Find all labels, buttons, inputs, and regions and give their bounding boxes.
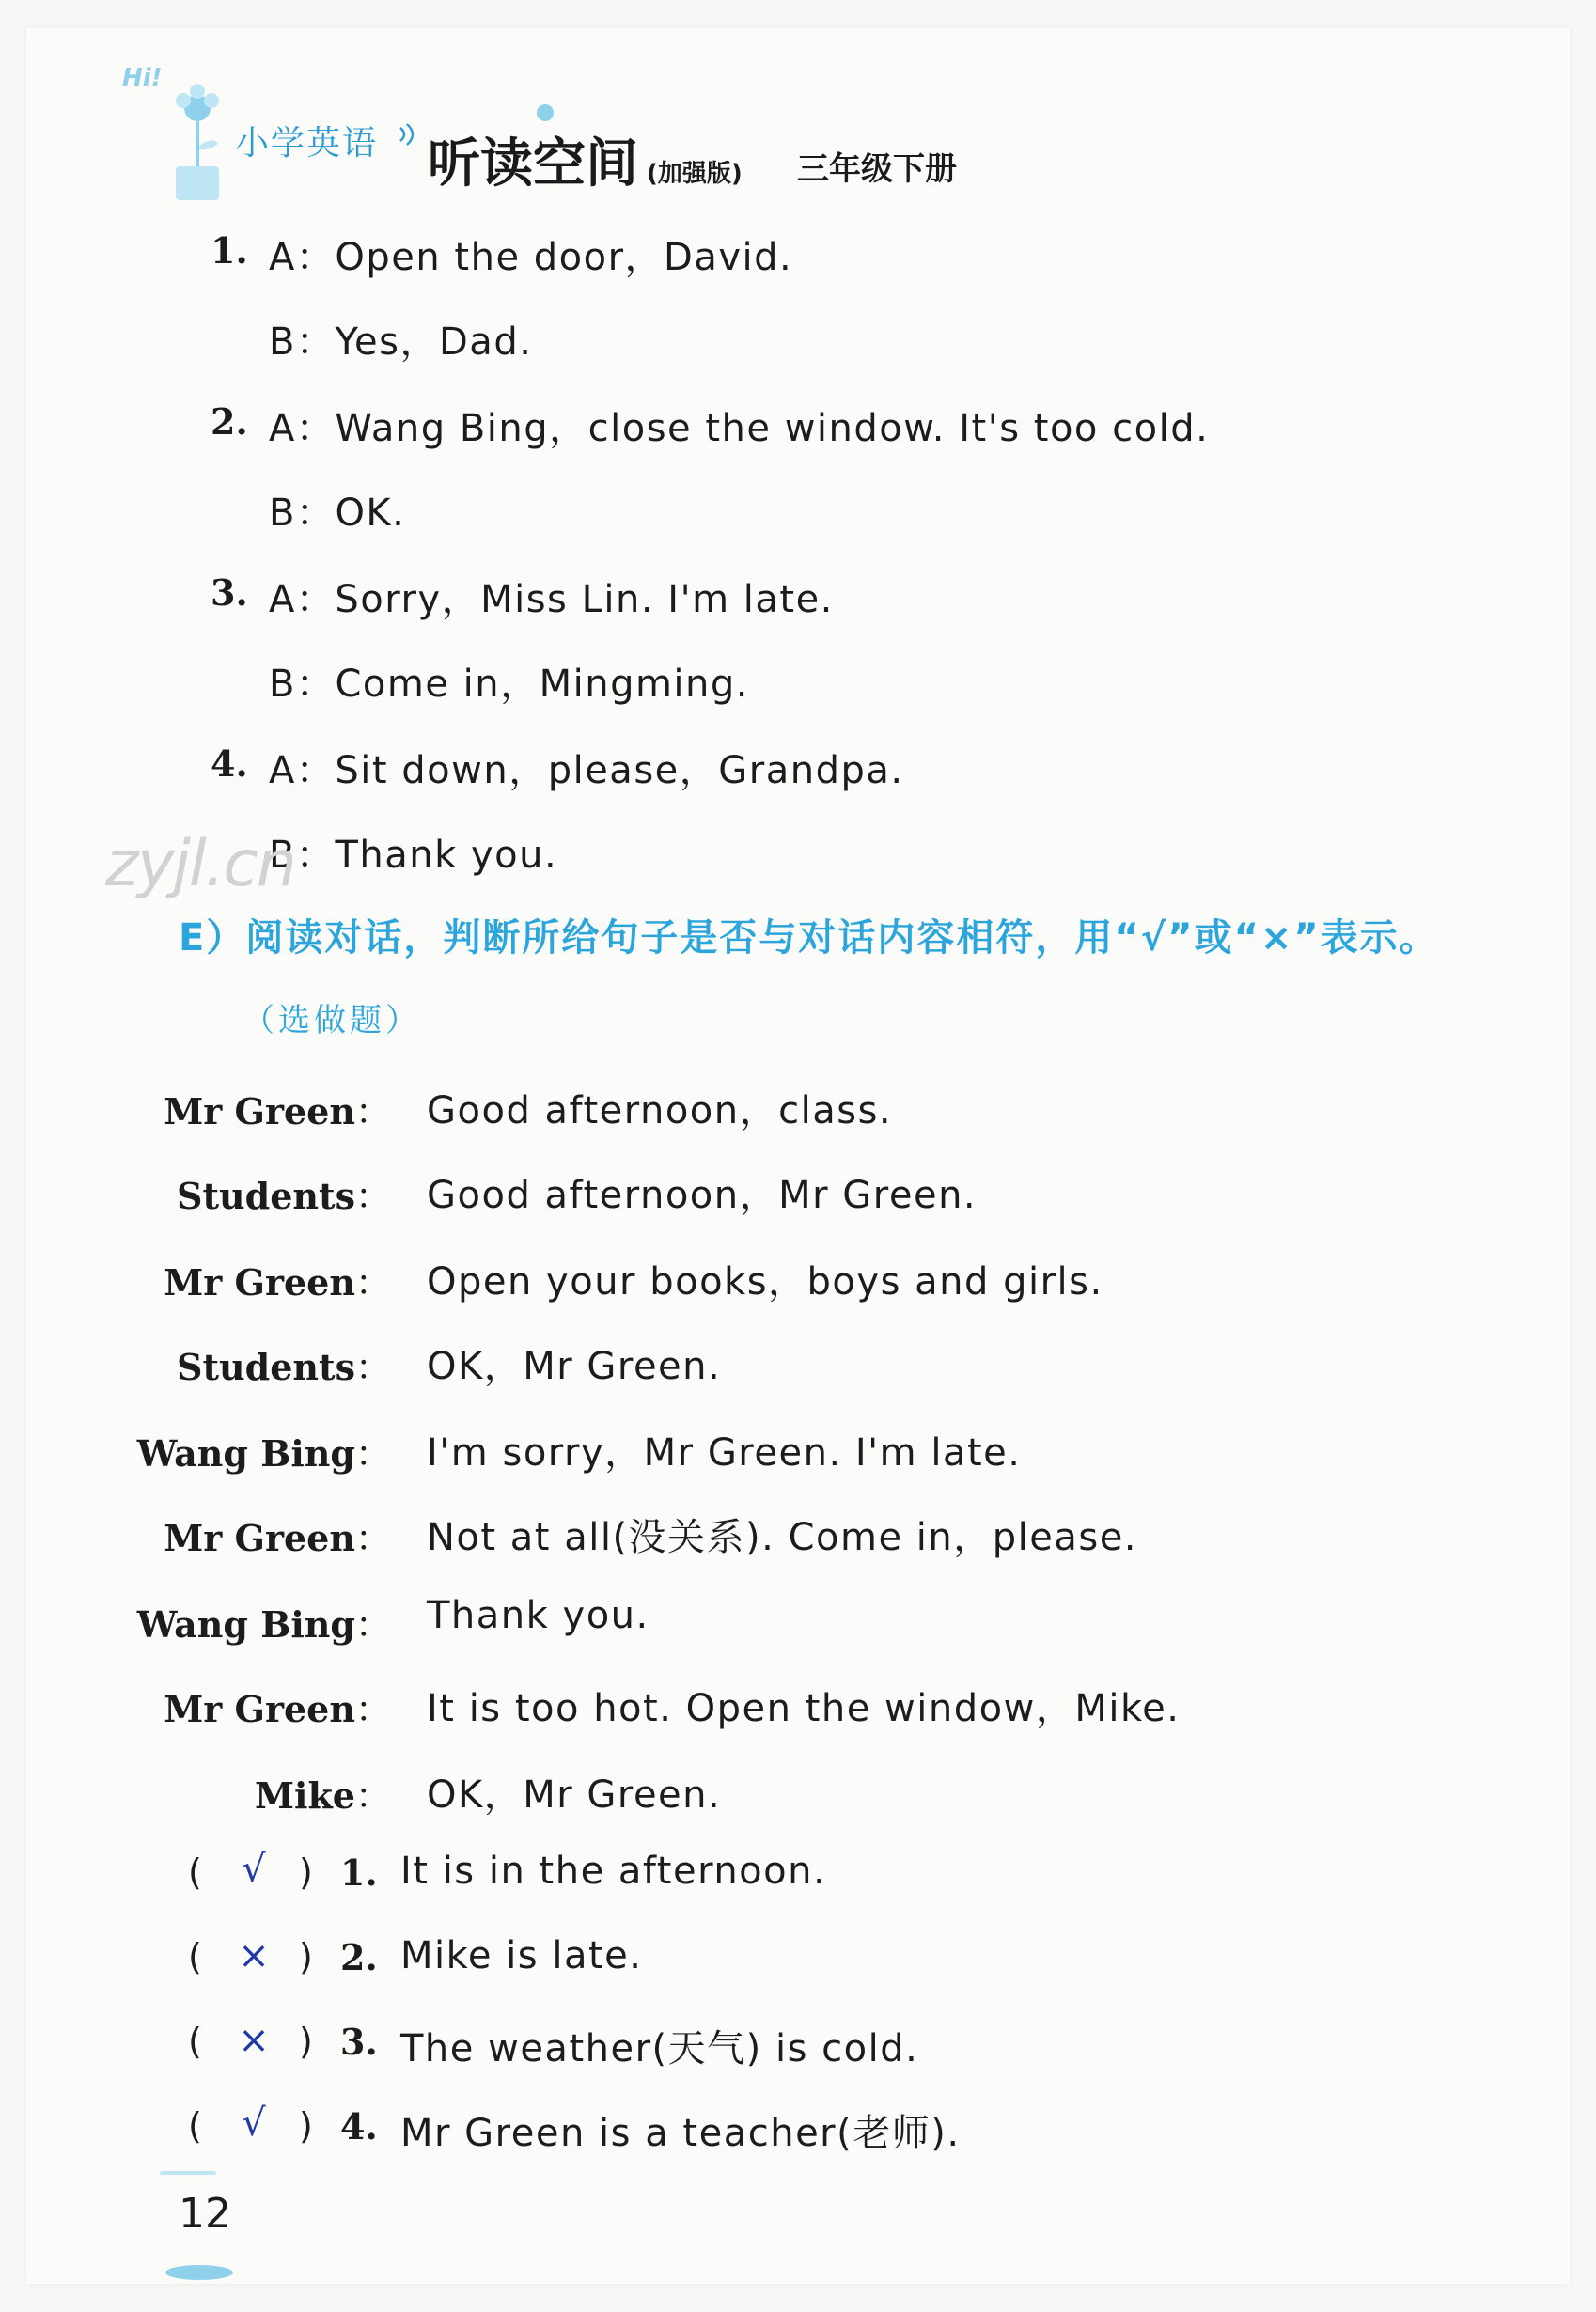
sound-wave-icon — [395, 120, 423, 148]
grade-label: 三年级下册 — [797, 150, 957, 188]
dialogue-line: OK，Mr Green. — [427, 1345, 722, 1388]
item-number: 1. — [211, 229, 248, 272]
page-number: 12 — [179, 2190, 231, 2238]
answer-bracket: ) — [299, 2105, 313, 2147]
item-number: 3. — [340, 2021, 378, 2063]
flower-pot-icon — [164, 80, 230, 211]
speaker-label: Students： — [177, 1175, 391, 1217]
dialogue-line: A：Open the door，David. — [269, 236, 793, 279]
dialogue-line: Good afternoon，Mr Green. — [427, 1174, 978, 1217]
speaker-label: Mr Green： — [164, 1090, 391, 1133]
item-number: 4. — [211, 742, 248, 785]
speaker-label: Wang Bing： — [136, 1432, 391, 1475]
dialogue-line: A：Sorry，Miss Lin. I'm late. — [269, 578, 834, 621]
speaker-label: Mr Green： — [164, 1688, 391, 1730]
dialogue-line: B：Come in，Mingming. — [269, 663, 749, 706]
speaker-label: Mike： — [254, 1774, 391, 1817]
answer-bracket: ) — [299, 1851, 313, 1893]
speaker-label: Mr Green： — [164, 1517, 391, 1559]
dialogue-line: B：OK. — [269, 492, 406, 535]
answer-bracket: ( — [188, 2021, 202, 2062]
answer-bracket: ) — [299, 1936, 313, 1977]
optional-note: （选做题） — [243, 1002, 421, 1039]
item-number: 4. — [340, 2105, 378, 2148]
hi-logo: Hi! — [122, 64, 163, 92]
judgement-text: It is in the afternoon. — [400, 1850, 827, 1893]
dialogue-line: A：Sit down，please，Grandpa. — [269, 749, 904, 792]
watermark: zyjl.cn — [105, 827, 295, 901]
dialogue-line: Open your books，boys and girls. — [427, 1260, 1103, 1304]
answer-mark: √ — [242, 1848, 266, 1891]
answer-bracket: ) — [299, 2021, 313, 2062]
speaker-label: Mr Green： — [164, 1261, 391, 1304]
judgement-text: Mike is late. — [400, 1934, 643, 1977]
item-number: 3. — [211, 571, 248, 614]
judgement-text: The weather(天气) is cold. — [400, 2027, 919, 2070]
page-number-decoration — [160, 2171, 216, 2175]
answer-bracket: ( — [188, 1936, 202, 1977]
dialogue-line: OK，Mr Green. — [427, 1773, 722, 1817]
answer-mark: × — [238, 2019, 270, 2062]
dialogue-line: Thank you. — [427, 1594, 649, 1637]
answer-bracket: ( — [188, 2105, 202, 2147]
dialogue-line: I'm sorry，Mr Green. I'm late. — [427, 1431, 1022, 1475]
book-title: 听读空间 — [428, 133, 638, 195]
answer-mark: √ — [242, 2101, 266, 2145]
page-number-decoration — [165, 2265, 233, 2280]
edition-label: (加强版) — [647, 160, 743, 188]
dialogue-line: B：Yes，Dad. — [269, 320, 533, 364]
dialogue-line: A：Wang Bing，close the window. It's too cold. — [269, 407, 1210, 450]
dialogue-line: Not at all(没关系). Come in，please. — [427, 1516, 1138, 1559]
page-header — [113, 56, 1053, 197]
speaker-label: Students： — [177, 1346, 391, 1388]
judgement-text: Mr Green is a teacher(老师). — [400, 2112, 961, 2155]
item-number: 2. — [211, 400, 248, 443]
speaker-label: Wang Bing： — [136, 1603, 391, 1646]
dialogue-line: It is too hot. Open the window，Mike. — [427, 1687, 1181, 1730]
dialogue-line: B：Thank you. — [269, 834, 558, 877]
series-title: 小学英语 — [235, 124, 379, 163]
section-heading: E）阅读对话，判断所给句子是否与对话内容相符，用“√”或“×”表示。 — [179, 916, 1439, 960]
answer-mark: × — [238, 1934, 270, 1977]
answer-bracket: ( — [188, 1851, 202, 1893]
dot-icon — [534, 102, 556, 124]
item-number: 2. — [340, 1936, 378, 1978]
dialogue-line: Good afternoon，class. — [427, 1089, 893, 1133]
item-number: 1. — [340, 1851, 378, 1894]
